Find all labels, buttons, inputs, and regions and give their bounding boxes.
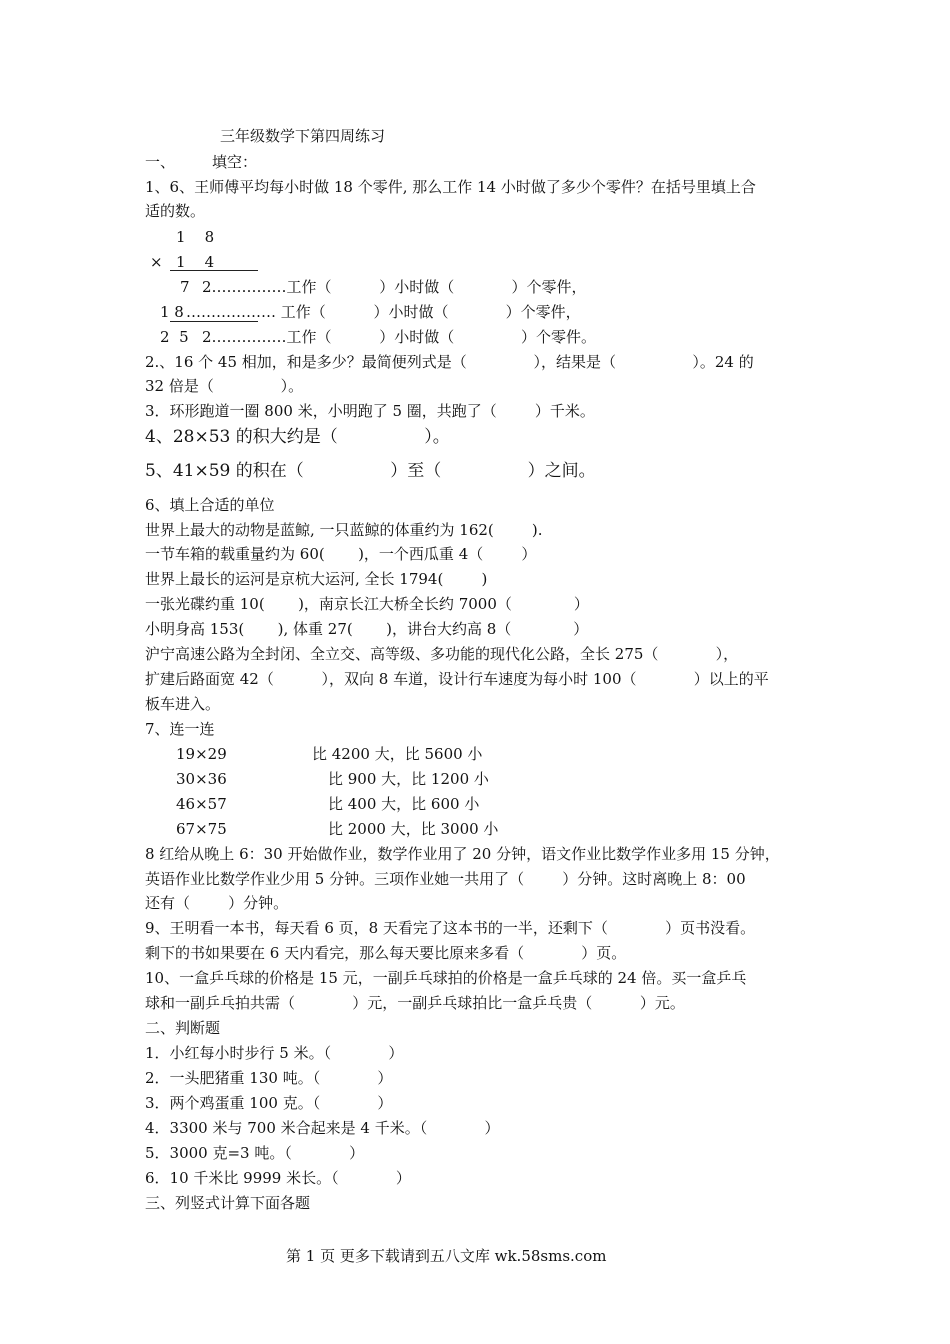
q1-calc-row3: 2……………工作（ ）小时做（ ）个零件， — [202, 278, 587, 296]
q1-line1: 1、6、王师傅平均每小时做 18 个零件, 那么工作 14 小时做了多少个零件？在括号里填上合 — [145, 178, 756, 196]
q6-heading: 6、填上合适的单位 — [145, 496, 275, 514]
q1-line2: 适的数。 — [145, 202, 206, 220]
q10-line: 球和一副乒乓拍共需（ ）元，一副乒乓球拍比一盒乒乓贵（ ）元。 — [145, 994, 685, 1012]
q7-left-item: 46×57 — [176, 795, 227, 813]
judge-item: 4．3300 米与 700 米合起来是 4 千米。（ ） — [145, 1119, 500, 1137]
q1-calc-row5-digits: 2 5 — [160, 328, 189, 346]
q7-left-item: 19×29 — [176, 745, 227, 763]
q3: 3．环形跑道一圈 800 米，小明跑了 5 圈，共跑了（ ）千米。 — [145, 402, 595, 420]
q5: 5、41×59 的积在（ ）至（ ）之间。 — [145, 461, 596, 481]
page-title: 三年级数学下第四周练习 — [220, 127, 386, 145]
judge-item: 2．一头肥猪重 130 吨。（ ） — [145, 1069, 393, 1087]
q1-calc-row3-digits: 7 — [180, 278, 190, 296]
q7-left-item: 67×75 — [176, 820, 227, 838]
q6-line: 世界上最大的动物是蓝鲸, 一只蓝鲸的体重约为 162( ). — [145, 521, 543, 539]
q6-line: 一节车箱的载重量约为 60( )，一个西瓜重 4（ ） — [145, 545, 537, 563]
q6-line: 小明身高 153( ), 体重 27( )，讲台大约高 8（ ） — [145, 620, 589, 638]
q6-line: 沪宁高速公路为全封闭、全立交、高等级、多功能的现代化公路，全长 275（ ）， — [145, 645, 739, 663]
q2-line2: 32 倍是（ ）。 — [145, 377, 304, 395]
q7-right-item: 比 4200 大，比 5600 小 — [312, 745, 483, 763]
q2-line1: 2.、16 个 45 相加，和是多少？最简便列式是（ ），结果是（ ）。24 的 — [145, 353, 754, 371]
judge-item: 6．10 千米比 9999 米长。（ ） — [145, 1169, 411, 1187]
q4: 4、28×53 的积大约是（ ）。 — [145, 427, 450, 447]
q1-calc-rule-1 — [170, 270, 258, 271]
q9-line: 剩下的书如果要在 6 天内看完，那么每天要比原来多看（ ）页。 — [145, 944, 627, 962]
q7-right-item: 比 400 大，比 600 小 — [328, 795, 480, 813]
q6-line: 扩建后路面宽 42（ ），双向 8 车道，设计行车速度为每小时 100（ ）以上的平 — [145, 670, 769, 688]
section1-heading-num: 一、 — [145, 153, 176, 171]
q6-line: 一张光碟约重 10( )，南京长江大桥全长约 7000（ ） — [145, 595, 589, 613]
q7-heading: 7、连一连 — [145, 720, 215, 738]
q8-line: 8 红给从晚上 6：30 开始做作业，数学作业用了 20 分钟，语文作业比数学作业多用 15 分钟， — [145, 845, 780, 863]
judge-item: 3．两个鸡蛋重 100 克。（ ） — [145, 1094, 393, 1112]
q1-calc-row2: 1 4 — [176, 253, 215, 271]
q6-line: 板车进入。 — [145, 695, 221, 713]
q9-line: 9、王明看一本书，每天看 6 页，8 天看完了这本书的一半，还剩下（ ）页书没看。 — [145, 919, 756, 937]
q6-line: 世界上最长的运河是京杭大运河, 全长 1794( ) — [145, 570, 488, 588]
page-footer: 第 1 页 更多下载请到五八文库 wk.58sms.com — [286, 1247, 607, 1265]
section2-heading: 二、判断题 — [145, 1019, 221, 1037]
q1-calc-row5: 2……………工作（ ）小时做（ ）个零件。 — [202, 328, 596, 346]
q8-line: 还有（ ）分钟。 — [145, 894, 289, 912]
judge-item: 1．小红每小时步行 5 米。（ ） — [145, 1044, 404, 1062]
judge-item: 5．3000 克=3 吨。（ ） — [145, 1144, 365, 1162]
q8-line: 英语作业比数学作业少用 5 分钟。三项作业她一共用了（ ）分钟。这时离晚上 8：00 — [145, 870, 746, 888]
q7-right-item: 比 900 大，比 1200 小 — [328, 770, 489, 788]
q1-calc-rule-2 — [170, 321, 258, 322]
section3-heading: 三、列竖式计算下面各题 — [145, 1194, 311, 1212]
q7-left-item: 30×36 — [176, 770, 227, 788]
q7-right-item: 比 2000 大，比 3000 小 — [328, 820, 499, 838]
q10-line: 10、一盒乒乓球的价格是 15 元，一副乒乓球拍的价格是一盒乒乓球的 24 倍。买一盒乒乓 — [145, 969, 747, 987]
q1-calc-row1: 1 8 — [176, 228, 215, 246]
q1-multiply-sign: × — [150, 253, 163, 271]
q1-calc-row4: ……………… 工作（ ）小时做（ ）个零件， — [186, 303, 581, 321]
q1-calc-row4-digits: 1 8 — [160, 303, 184, 321]
section1-heading: 填空： — [212, 153, 258, 171]
